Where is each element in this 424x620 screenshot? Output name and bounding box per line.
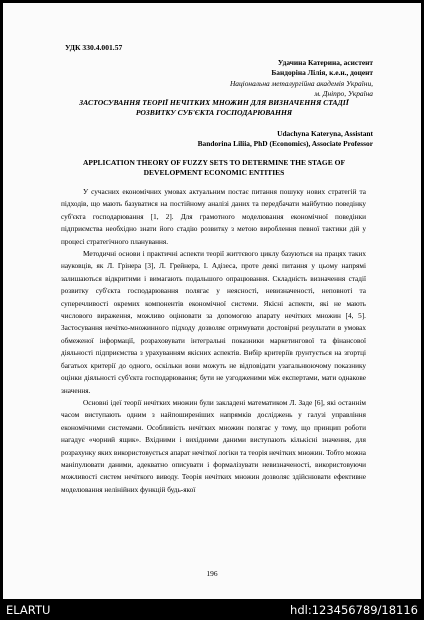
affiliation-line-2: м. Дніпро, Україна xyxy=(314,89,373,99)
repository-footer xyxy=(0,600,424,620)
title-ua xyxy=(61,98,367,119)
title-ua-line-1: ЗАСТОСУВАННЯ ТЕОРІЇ НЕЧІТКИХ МНОЖИН ДЛЯ ВИЗНАЧЕННЯ СТАДІЇ xyxy=(79,98,349,107)
footer-handle[interactable]: hdl:123456789/18116 xyxy=(290,603,418,617)
affiliation-line-1: Національна металургійна академія України, xyxy=(229,78,373,88)
paragraph-1: У сучасних економічних умовах актуальним постає питання пошуку нових стратегій та підходів, що мають базуватися на постійному аналізі даних та передбачати майбутню поведінку суб'єкта господарювання [1, 2]. Для грамотного моделювання економічної поведінки підприємства необхідно знати його стадію розвитку з метою вироблення певної тактики дій у процесі стратегічного планування. xyxy=(61,188,366,246)
paragraph-3: Основні ідеї теорії нечітких множин були закладені математиком Л. Заде [6], які останнім часом виступають одним з найпоширеніших напрямків досліджень у галузі управління економічними системами. Особливість нечітких множин полягає у тому, що принцип роботи нагадує «чорний ящик». Вхідними і вихідними даними виступають кількісні значення, для розрахунку яких використовується апарат нечіткої логіки та теорія нечітких множин. Тобто можна маніпулювати даними, адекватно описувати і формалізувати невизначеності, використовуючи можливості систем нечіткого виводу. Теорія нечітких множин дозволяє здійснювати ефективне моделювання нелінійних функцій будь-якої xyxy=(61,398,366,494)
author-en-1: Udachyna Kateryna, Assistant xyxy=(277,129,373,138)
title-ua-line-2: РОЗВИТКУ СУБ'ЄКТА ГОСПОДАРЮВАННЯ xyxy=(135,108,293,118)
footer-repository-name: ELARTU xyxy=(6,603,51,617)
title-en-line-1: APPLICATION THEORY OF FUZZY SETS TO DETERMINE THE STAGE OF xyxy=(82,158,346,167)
title-en xyxy=(61,158,367,179)
author-en-2: Bandorina Liliia, PhD (Economics), Associate Professor xyxy=(197,139,373,149)
paragraph-2: Методичні основи і практичні аспекти теорії життєвого циклу базуються на працях таких науковців, як Л. Грінера [3], Л. Грейнера, І. Адізеса, проте деякі питання у цьому напрямі залишаються відкритими і вимагають подальшого опрацювання. Складність визначення стадії розвитку суб'єкта господарювання полягає у неясності, невизначеності, неповноті та суперечливості окремих компонентів економічної системи. Якісні аспекти, які не мають числового вираження, можливо оцінювати за допомогою апарату нечітких множин [4, 5]. Застосування нечітко-множинного підходу дозволяє отримувати достовірні результати в умовах обмеженої інформації, розраховувати інтегральні показники маркетингової та фінансової діяльності підприємства з урахуванням якісних аспектів. Вибір критеріїв ґрунтується на згортці багатьох критерії до одного, оскільки вони можуть не відповідати узагальнюючому показнику оцінки діяльності суб'єкта господарювання; бути не узгодженими між експертами, мати однакове значення. xyxy=(61,250,366,395)
author-ua-2: Бандоріна Лілія, к.е.н., доцент xyxy=(271,68,373,78)
authors-ua xyxy=(230,58,373,100)
document-page xyxy=(3,3,421,599)
author-ua-1: Удачина Катерина, асистент xyxy=(277,58,373,67)
body-text xyxy=(61,186,366,496)
title-en-line-2: DEVELOPMENT ECONOMIC ENTITIES xyxy=(143,168,285,178)
udk-code: УДК 330.4.001.57 xyxy=(65,43,123,52)
authors-en xyxy=(198,129,373,149)
page-number: 196 xyxy=(206,569,218,578)
